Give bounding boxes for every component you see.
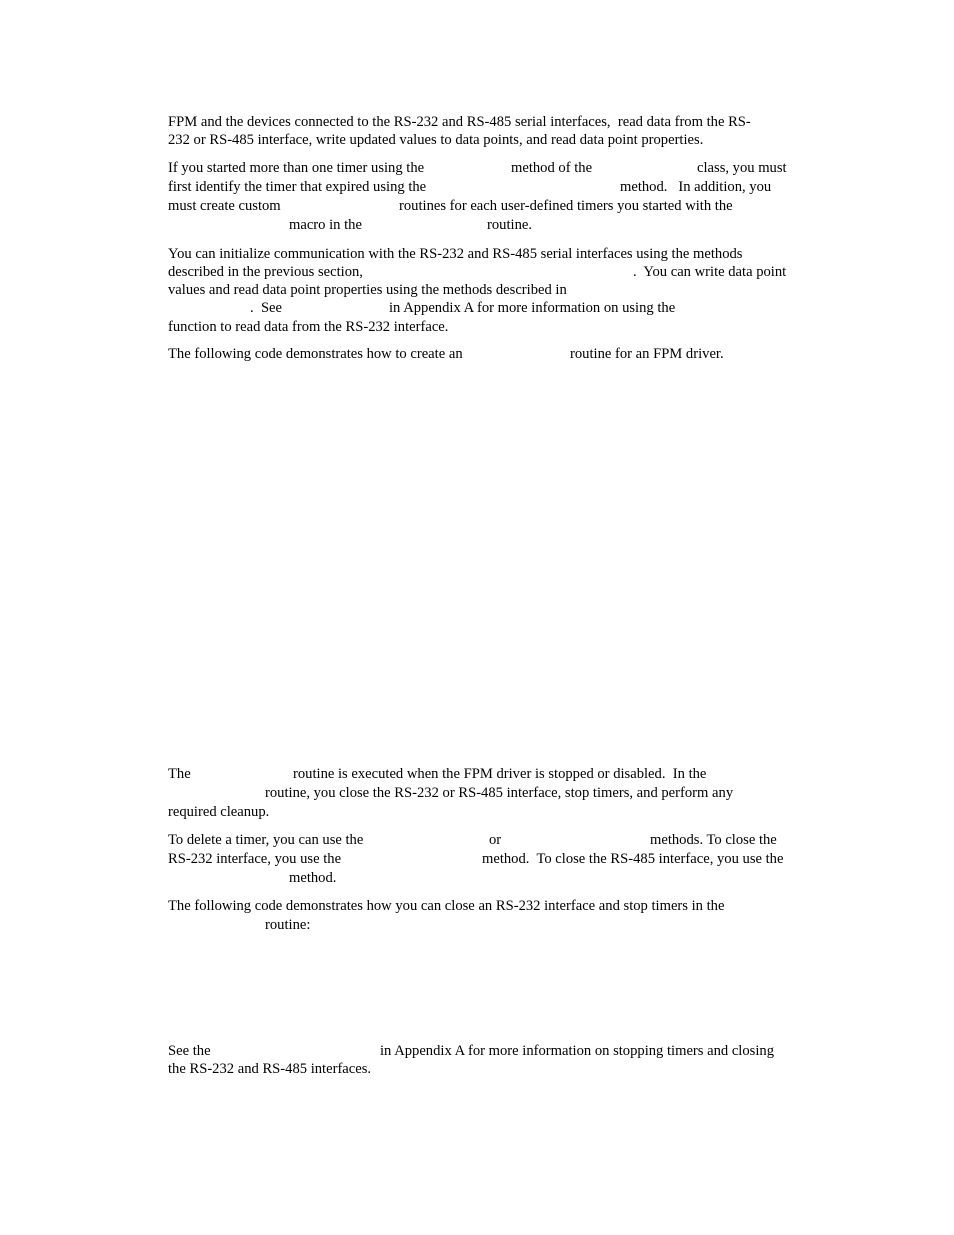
text-line: the RS-232 and RS-485 interfaces. — [168, 1061, 372, 1077]
text-line: in Appendix A for more information on using the — [389, 300, 676, 316]
text-line: You can initialize communication with the RS-232 and RS-485 serial interfaces using the methods — [168, 246, 743, 262]
text-line: routine. — [487, 217, 532, 233]
text-line: described in the previous section, — [168, 264, 363, 280]
text-line: first identify the timer that expired using the — [168, 179, 427, 195]
text-line: See the — [168, 1043, 211, 1059]
text-line: or — [489, 832, 502, 848]
text-line: method. To close the RS-485 interface, you use the — [482, 851, 784, 867]
text-line: macro in the — [289, 217, 362, 233]
text-line: RS-232 interface, you use the — [168, 851, 342, 867]
text-line: routines for each user-defined timers you started with the — [399, 198, 733, 214]
text-line: in Appendix A for more information on stopping timers and closing — [380, 1043, 774, 1059]
text-line: required cleanup. — [168, 804, 270, 820]
text-line: 232 or RS-485 interface, write updated values to data points, and read data point properties. — [168, 132, 704, 148]
text-line: routine: — [265, 917, 311, 933]
text-line: method of the — [511, 160, 593, 176]
text-line: class, you must — [697, 160, 787, 176]
text-line: method. — [289, 870, 337, 886]
text-line: If you started more than one timer using the — [168, 160, 425, 176]
text-line: The following code demonstrates how to create an — [168, 346, 463, 362]
text-line: methods. To close the — [650, 832, 777, 848]
text-line: routine, you close the RS-232 or RS-485 interface, stop timers, and perform any — [265, 785, 734, 801]
text-line: method. In addition, you — [620, 179, 772, 195]
text-line: function to read data from the RS-232 interface. — [168, 319, 449, 335]
text-line: The — [168, 766, 191, 782]
text-line: . You can write data point — [633, 264, 787, 280]
text-line: To delete a timer, you can use the — [168, 832, 364, 848]
text-line: . See — [250, 300, 283, 316]
text-line: must create custom — [168, 198, 281, 214]
text-line: routine is executed when the FPM driver is stopped or disabled. In the — [293, 766, 707, 782]
text-line: The following code demonstrates how you can close an RS-232 interface and stop timers in the — [168, 898, 725, 914]
text-line: FPM and the devices connected to the RS-232 and RS-485 serial interfaces, read data from the RS- — [168, 114, 751, 130]
text-line: values and read data point properties using the methods described in — [168, 282, 567, 298]
text-line: routine for an FPM driver. — [570, 346, 724, 362]
